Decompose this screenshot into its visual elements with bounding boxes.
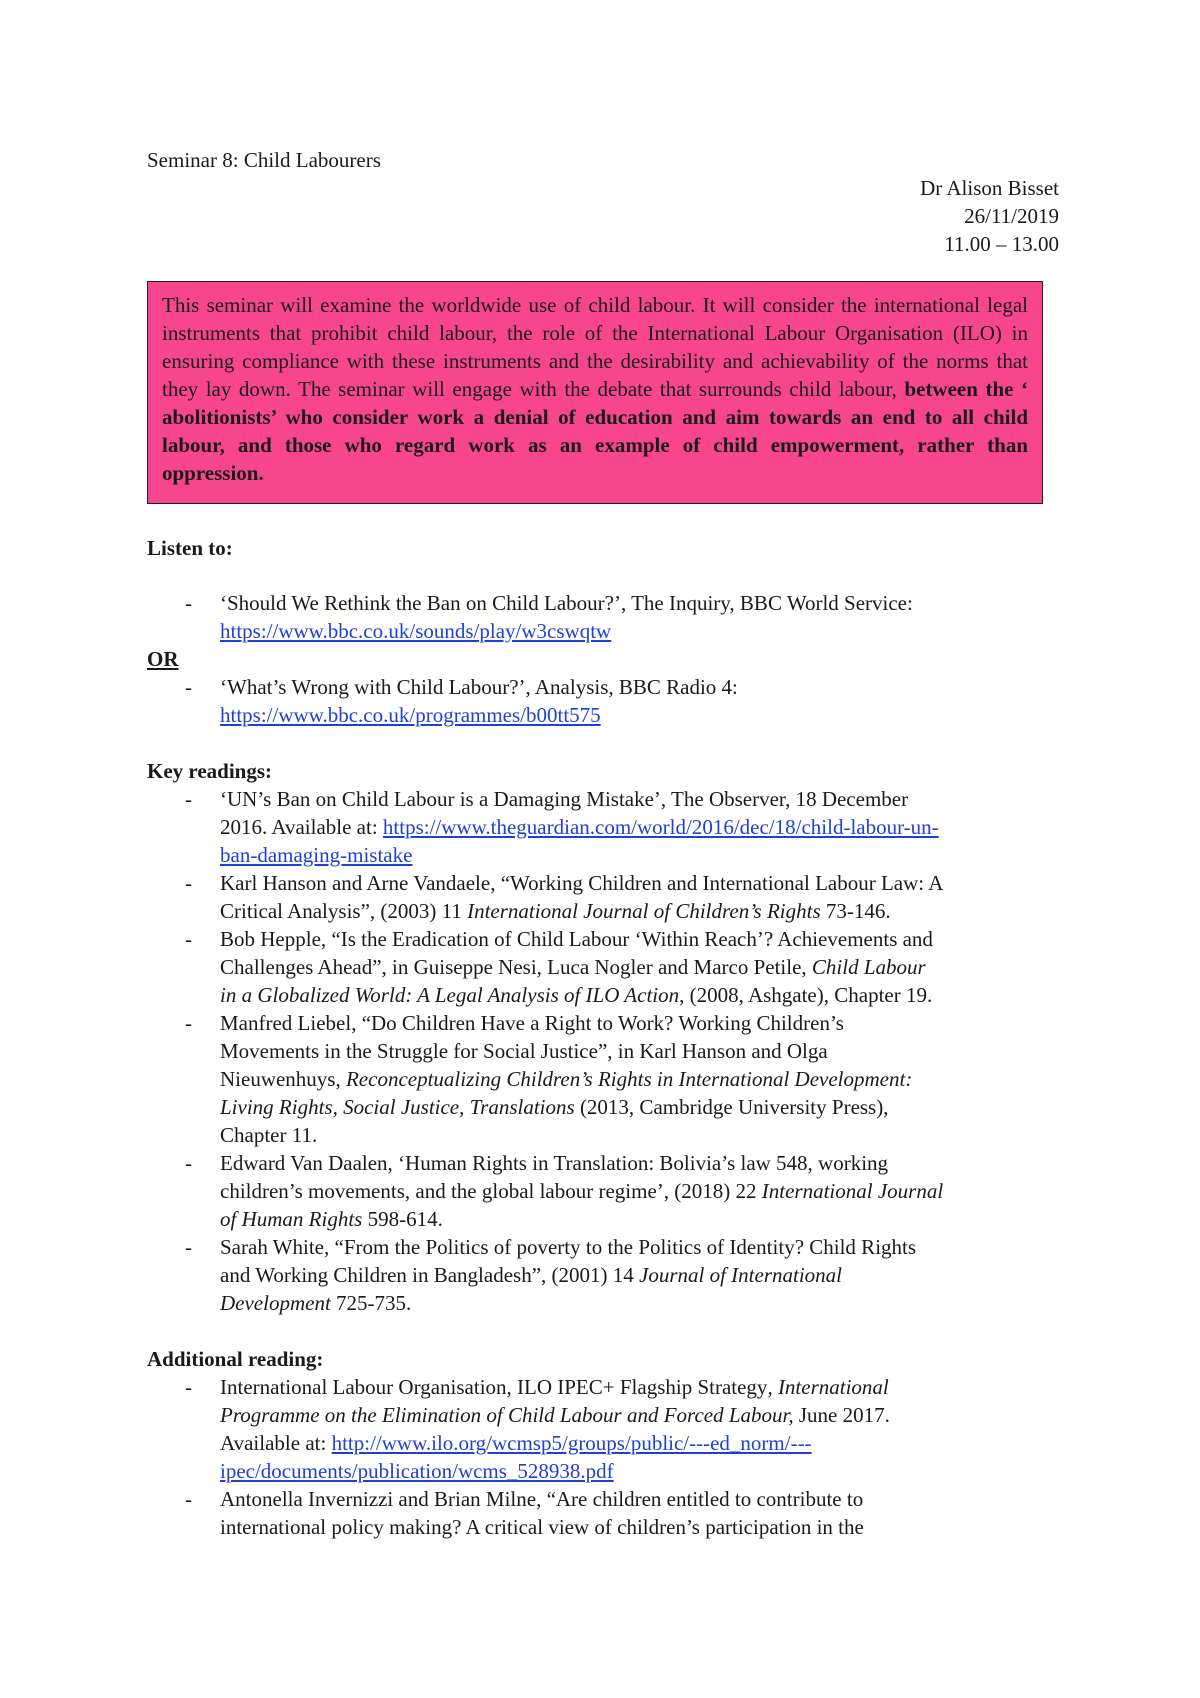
list-dash: - [185,787,192,811]
listen-item-text: ‘What’s Wrong with Child Labour?’, Analysis, BBC Radio 4: [220,675,738,699]
reading-item [147,785,1067,869]
journal-title: International Journal [761,1179,944,1203]
list-dash: - [185,871,192,895]
reading-text: Challenges Ahead”, in Guiseppe Nesi, Luca Nogler and Marco Petile, [220,955,812,979]
reading-text: 2016. Available at: [220,815,383,839]
reading-text: 598-614. [362,1207,443,1231]
reading-item [147,1009,1067,1149]
book-title: Reconceptualizing Children’s Rights in International Development: [345,1067,913,1091]
reading-item [147,1485,1067,1541]
reading-text: Bob Hepple, “Is the Eradication of Child Labour ‘Within Reach’? Achievements and [220,927,933,951]
reading-text: June 2017. [793,1403,890,1427]
reading-text: Critical Analysis”, (2003) 11 [220,899,468,923]
list-dash: - [185,675,192,699]
list-dash: - [185,591,192,615]
reading-text: Chapter 11. [220,1123,318,1147]
reading-item [147,925,1067,1009]
programme-title: , International [767,1375,889,1399]
book-title: Living Rights, Social Justice, Translations [220,1095,575,1119]
document-title: Seminar 8: Child Labourers [147,148,381,172]
additional-reading-heading: Additional reading: [147,1347,324,1371]
or-label: OR [147,647,179,671]
journal-title: International Journal of Children’s Rights [467,899,821,923]
list-dash: - [185,927,192,951]
reading-text: , (2008, Ashgate), Chapter 19. [679,983,933,1007]
ilo-link[interactable]: http://www.ilo.org/wcmsp5/groups/public/---ed_norm/--- [331,1431,812,1455]
reading-text: ‘UN’s Ban on Child Labour is a Damaging Mistake’, The Observer, 18 December [220,787,909,811]
reading-text: Edward Van Daalen, ‘Human Rights in Translation: Bolivia’s law 548, working [220,1151,889,1175]
reading-text: Nieuwenhuys, [220,1067,346,1091]
journal-title: Development [220,1291,331,1315]
listen-item [147,673,1067,729]
reading-text: Karl Hanson and Arne Vandaele, “Working Children and International Labour Law: A [220,871,944,895]
reading-text: International Labour Organisation, ILO IPEC+ Flagship Strategy [220,1375,768,1399]
guardian-link-continued[interactable]: ban-damaging-mistake [220,843,413,867]
list-dash: - [185,1151,192,1175]
reading-text: 725-735. [330,1291,412,1315]
summary-text: This seminar will examine the worldwide use of child labour. It will consider the international legal instruments that prohibit child labour, the role of the International Labour Organisation (ILO) in ensuring compliance with these instruments and the desirability and achievability of the norms that they lay down. The seminar will engage with the debate that surrounds child labour, [162,293,1028,401]
reading-text: and Working Children in Bangladesh”, (2001) 14 [220,1263,640,1287]
reading-text: Movements in the Struggle for Social Justice”, in Karl Hanson and Olga [220,1039,828,1063]
reading-item [147,1233,1067,1317]
reading-text: Available at: [220,1431,332,1455]
listen-heading: Listen to: [147,536,233,560]
list-dash: - [185,1487,192,1511]
reading-text: Manfred Liebel, “Do Children Have a Right to Work? Working Children’s [220,1011,844,1035]
book-title: Child Labour [811,955,926,979]
reading-text: children’s movements, and the global labour regime’, (2018) 22 [220,1179,762,1203]
listen-link-inquiry[interactable]: https://www.bbc.co.uk/sounds/play/w3cswqtw [220,619,612,643]
book-title: in a Globalized World: A Legal Analysis of ILO Action [220,983,680,1007]
document-meta [920,174,1059,258]
reading-item [147,1149,1067,1233]
reading-item [147,1373,1067,1485]
programme-title: Programme on the Elimination of Child Labour and Forced Labour, [220,1403,794,1427]
list-dash: - [185,1375,192,1399]
list-dash: - [185,1011,192,1035]
reading-text: Sarah White, “From the Politics of poverty to the Politics of Identity? Child Rights [220,1235,917,1259]
reading-item [147,869,1067,925]
listen-link-analysis[interactable]: https://www.bbc.co.uk/programmes/b00tt575 [220,703,601,727]
reading-text: (2013, Cambridge University Press), [574,1095,889,1119]
reading-text: 73-146. [820,899,891,923]
author-name: Dr Alison Bisset [920,176,1059,200]
seminar-date: 26/11/2019 [964,204,1059,228]
seminar-time: 11.00 – 13.00 [944,232,1059,256]
reading-text: Antonella Invernizzi and Brian Milne, “Are children entitled to contribute to [220,1487,864,1511]
journal-title: of Human Rights [220,1207,363,1231]
summary-bold-text: between the ‘ abolitionists’ who consider work a denial of education and aim towards an end to all child labour, and those who regard work as an example of child empowerment, rather than oppression. [162,377,1028,485]
listen-item [147,589,1067,645]
listen-item-text: ‘Should We Rethink the Ban on Child Labour?’, The Inquiry, BBC World Service: [220,591,913,615]
journal-title: Journal of International [639,1263,843,1287]
key-readings-heading: Key readings: [147,759,273,783]
reading-text: international policy making? A critical view of children’s participation in the [220,1515,864,1539]
guardian-link[interactable]: https://www.theguardian.com/world/2016/dec/18/child-labour-un- [382,815,939,839]
ilo-link-continued[interactable]: ipec/documents/publication/wcms_528938.pdf [220,1459,614,1483]
list-dash: - [185,1235,192,1259]
seminar-summary-box [147,281,1043,504]
